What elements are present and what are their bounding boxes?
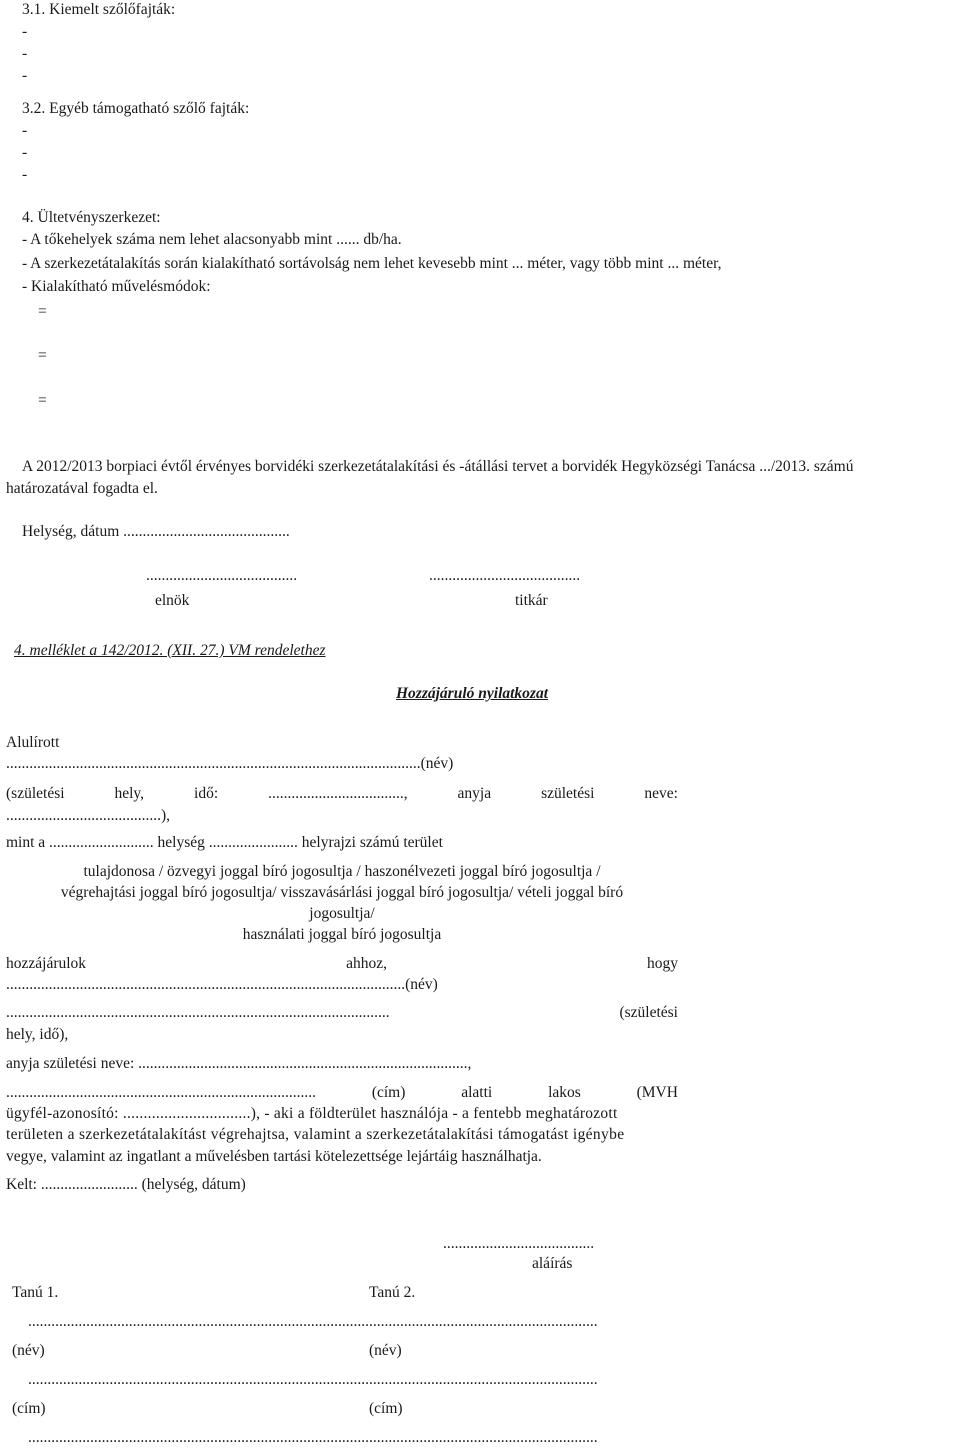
witness-2-label: Tanú 2. (369, 1284, 416, 1301)
list-item: - (22, 166, 28, 183)
signature-dots: ....................................... (443, 1235, 595, 1252)
word: hozzájárulok (6, 955, 87, 972)
word: hely, (114, 785, 145, 802)
witness-dots-row: ................................................................................................................................................... (28, 1371, 598, 1388)
word: alatti (461, 1084, 493, 1101)
address-line (6, 1083, 678, 1103)
vine-density-line: - A tőkehelyek száma nem lehet alacsonyabb mint ...... db/ha. (22, 231, 402, 248)
list-item: - (22, 67, 28, 84)
roles-line-4: használati joggal bíró jogosultja (242, 926, 442, 943)
undersigned-label: Alulírott (6, 734, 60, 751)
birth-info-continuation: ........................................), (6, 807, 171, 824)
word: ahhoz, (346, 955, 387, 972)
word: (születési (619, 1004, 678, 1021)
consent-line (6, 954, 678, 974)
body-line-1: területen a szerkezetátalakítást végrehajtsa, valamint a szerkezetátalakítási támogatást igénybe (6, 1126, 625, 1143)
word: idő: (194, 785, 219, 802)
approval-line-1: A 2012/2013 borpiaci évtől érvényes borvidéki szerkezetátalakítási és -átállási tervet a borvidék Hegyközségi Tanácsa .../2013. számú (22, 458, 854, 475)
dots: ................................................................................ (6, 1084, 316, 1101)
word: (cím) (371, 1084, 406, 1101)
place-date-line: Helység, dátum ........................................... (22, 523, 290, 540)
name-line: ...........................................................................................................(név) (6, 755, 454, 772)
chair-label: elnök (155, 592, 190, 609)
parcel-line: mint a ........................... helység ....................... helyrajzi számú terület (6, 834, 443, 851)
witness-2-name-label: (név) (369, 1342, 402, 1359)
list-item: - (22, 23, 28, 40)
birth-line-2 (6, 1003, 678, 1023)
equals-item: = (38, 303, 47, 320)
birth-line-2-continuation: hely, idő), (6, 1026, 69, 1043)
equals-item: = (38, 392, 47, 409)
word: születési (541, 785, 595, 802)
section-3-1-heading: 3.1. Kiemelt szőlőfajták: (22, 1, 176, 18)
secretary-label: titkár (515, 592, 548, 609)
witness-1-label: Tanú 1. (12, 1284, 59, 1301)
roles-line-1: tulajdonosa / özvegyi joggal bíró jogosultja / haszonélvezeti joggal bíró jogosultja / (83, 863, 601, 880)
client-id-line: ügyfél-azonosító: ...............................), - aki a földterület használója - a fentebb meghatározott (6, 1105, 618, 1122)
body-line-2: vegye, valamint az ingatlant a művelésben tartási kötelezettsége lejártáig használhatja. (6, 1148, 542, 1165)
witness-dots-row: ................................................................................................................................................... (28, 1429, 598, 1446)
roles-line-2: végrehajtási joggal bíró jogosultja/ visszavásárlási joggal bíró jogosultja/ vételi joggal bíró (60, 884, 624, 901)
chair-signature-dots: ....................................... (146, 567, 298, 584)
signature-label: aláírás (532, 1255, 573, 1272)
word: hogy (647, 955, 678, 972)
row-spacing-line: - A szerkezetátalakítás során kialakítható sortávolság nem lehet kevesebb mint ... méter, vagy több mint ... méter, (22, 255, 722, 272)
approval-line-2: határozatával fogadta el. (6, 480, 158, 497)
section-3-2-heading: 3.2. Egyéb támogatható szőlő fajták: (22, 100, 250, 117)
section-4-heading: 4. Ültetvényszerkezet: (22, 209, 161, 226)
cultivation-methods-line: - Kialakítható művelésmódok: (22, 278, 211, 295)
word: neve: (644, 785, 678, 802)
witness-2-address-label: (cím) (369, 1400, 403, 1417)
list-item: - (22, 122, 28, 139)
list-item: - (22, 144, 28, 161)
name-line-2: .......................................................................................................(név) (6, 976, 438, 993)
declaration-heading: Hozzájáruló nyilatkozat (396, 685, 549, 702)
word: lakos (548, 1084, 581, 1101)
dated-line: Kelt: ......................... (helység, dátum) (6, 1176, 246, 1193)
witness-1-address-label: (cím) (12, 1400, 46, 1417)
dots: ................................................................................................... (6, 1004, 390, 1021)
equals-item: = (38, 347, 47, 364)
witness-dots-row: ................................................................................................................................................... (28, 1313, 598, 1330)
secretary-signature-dots: ....................................... (429, 567, 581, 584)
mother-name-line: anyja születési neve: ....................................................................................., (6, 1055, 472, 1072)
list-item: - (22, 45, 28, 62)
word: ..................................., (268, 785, 408, 802)
roles-line-3: jogosultja/ (309, 905, 375, 922)
word: (születési (6, 785, 65, 802)
witness-1-name-label: (név) (12, 1342, 45, 1359)
annex-title: 4. melléklet a 142/2012. (XII. 27.) VM rendelethez (14, 642, 326, 659)
word: (MVH (636, 1084, 678, 1101)
birth-info-line (6, 784, 678, 804)
word: anyja (457, 785, 492, 802)
